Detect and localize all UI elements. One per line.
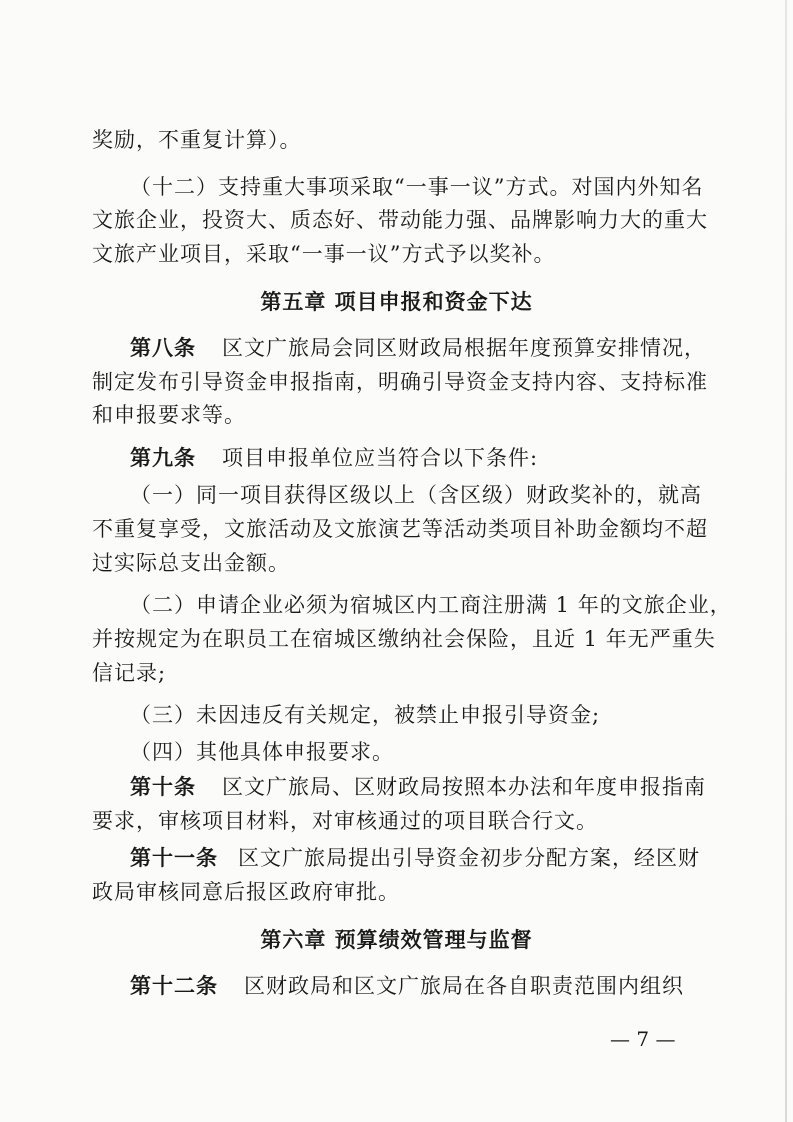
- text-line: 不重复享受，文旅活动及文旅演艺等活动类项目补助金额均不超: [92, 517, 708, 541]
- text-line: 信记录;: [92, 661, 167, 685]
- article-text: 区文广旅局提出引导资金初步分配方案，经区财: [238, 846, 700, 870]
- page-number: — 7 —: [610, 1027, 676, 1051]
- text-line: 要求，审核项目材料，对审核通过的项目联合行文。: [92, 809, 598, 833]
- text-line: 文旅企业，投资大、质态好、带动能力强、品牌影响力大的重大: [92, 208, 708, 232]
- text-line: 并按规定为在职员工在宿城区缴纳社会保险，且近 1 年无严重失: [92, 627, 716, 651]
- article-label: 第十二条: [130, 974, 218, 998]
- list-item: （一）同一项目获得区级以上（含区级）财政奖补的，就高: [130, 483, 702, 507]
- list-item: （四）其他具体申报要求。: [130, 740, 394, 764]
- article-label: 第十一条: [130, 846, 218, 870]
- article-text: 区财政局和区文广旅局在各自职责范围内组织: [244, 974, 684, 998]
- article-text: 区文广旅局、区财政局按照本办法和年度申报指南: [222, 775, 706, 799]
- article-label: 第九条: [130, 446, 196, 470]
- text-line: （十二）支持重大事项采取“一事一议”方式。对国内外知名: [130, 175, 704, 199]
- article-text: 项目申报单位应当符合以下条件:: [222, 446, 539, 470]
- article-11: [130, 843, 700, 873]
- list-item: （三）未因违反有关规定，被禁止申报引导资金;: [130, 703, 601, 727]
- article-label: 第八条: [130, 336, 196, 360]
- chapter-heading: 第六章 预算绩效管理与监督: [260, 928, 533, 952]
- text-line: 过实际总支出金额。: [92, 551, 290, 575]
- article-10: [130, 772, 706, 802]
- page-edge: [785, 0, 787, 1122]
- chapter-heading: 第五章 项目申报和资金下达: [260, 290, 533, 314]
- article-text: 区文广旅局会同区财政局根据年度预算安排情况，: [222, 336, 706, 360]
- text-line: 制定发布引导资金申报指南，明确引导资金支持内容、支持标准: [92, 370, 708, 394]
- article-12: [130, 971, 684, 1001]
- text-line: 政局审核同意后报区政府审批。: [92, 880, 400, 904]
- article-8: [130, 333, 706, 363]
- text-line: 文旅产业项目，采取“一事一议”方式予以奖补。: [92, 242, 556, 266]
- article-9: [130, 443, 538, 473]
- text-line: 和申报要求等。: [92, 403, 246, 427]
- list-item: （二）申请企业必须为宿城区内工商注册满 1 年的文旅企业，: [130, 593, 732, 617]
- text-line: 奖励，不重复计算）。: [92, 128, 302, 152]
- article-label: 第十条: [130, 775, 196, 799]
